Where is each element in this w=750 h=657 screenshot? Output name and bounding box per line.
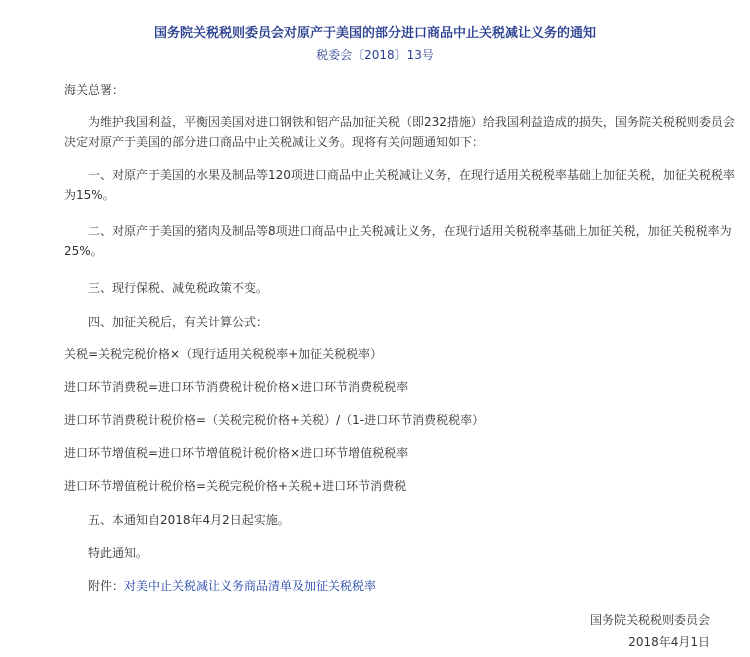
signature: 国务院关税税则委员会 [589, 613, 710, 627]
signature-date: 2018年4月1日 [628, 635, 710, 649]
document-title: 国务院关税税则委员会对原产于美国的部分进口商品中止关税减让义务的通知 [153, 26, 596, 41]
attachment-link[interactable]: 对美中止关税减让义务商品清单及加征关税税率 [124, 579, 377, 593]
item-2-line-1: 二、对原产于美国的猪肉及制品等8项进口商品中止关税减让义务，在现行适用关税税率基础上加征关税，加征关税税率为 [88, 224, 732, 238]
attachment-label: 附件： [88, 579, 125, 593]
item-3: 三、现行保税、减免税政策不变。 [88, 281, 269, 295]
document-number: 税委会〔2018〕13号 [316, 48, 434, 62]
item-1-line-1: 一、对原产于美国的水果及制品等120项进口商品中止关税减让义务，在现行适用关税税率基础上加征关税，加征关税税率 [88, 168, 735, 182]
formula-3: 进口环节消费税计税价格=（关税完税价格+关税）/（1-进口环节消费税税率） [64, 413, 485, 427]
salutation: 海关总署： [64, 83, 125, 97]
intro-line-1: 为维护我国利益，平衡因美国对进口钢铁和铝产品加征关税（即232措施）给我国利益造成的损失，国务院关税税则委员会 [88, 115, 735, 129]
formula-5: 进口环节增值税计税价格=关税完税价格+关税+进口环节消费税 [64, 479, 407, 493]
item-2-paragraph [64, 221, 732, 261]
item-4: 四、加征关税后，有关计算公式： [88, 315, 269, 329]
formula-1: 关税=关税完税价格×（现行适用关税税率+加征关税税率） [64, 347, 383, 361]
item-2-line-2: 25%。 [64, 244, 103, 258]
attachment-line [88, 576, 376, 596]
formula-4: 进口环节增值税=进口环节增值税计税价格×进口环节增值税税率 [64, 446, 409, 460]
closing-text: 特此通知。 [88, 546, 149, 560]
intro-line-2: 决定对原产于美国的部分进口商品中止关税减让义务。现将有关问题通知如下： [64, 135, 485, 149]
item-5: 五、本通知自2018年4月2日起实施。 [88, 513, 290, 527]
item-1-line-2: 为15%。 [64, 188, 115, 202]
intro-paragraph [64, 112, 735, 152]
item-1-paragraph [64, 165, 735, 205]
formula-2: 进口环节消费税=进口环节消费税计税价格×进口环节消费税税率 [64, 380, 409, 394]
